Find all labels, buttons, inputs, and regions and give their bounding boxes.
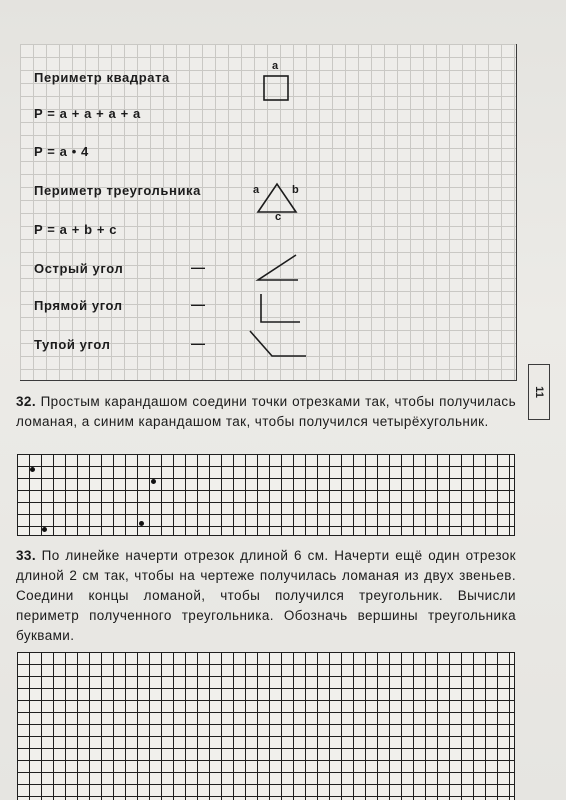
task-32-grid[interactable]	[17, 454, 515, 536]
right-angle-label: Прямой угол	[34, 298, 123, 313]
square-side-label: a	[272, 60, 279, 72]
square-perimeter-title: Периметр квадрата	[34, 70, 170, 85]
grid-point-4[interactable]	[42, 527, 47, 532]
acute-angle-label: Острый угол	[34, 261, 124, 276]
square-formula-product: P = a • 4	[34, 144, 89, 159]
grid-point-3[interactable]	[139, 521, 144, 526]
triangle-label-b: b	[292, 184, 299, 196]
triangle-label-c: c	[275, 211, 282, 223]
task-32-number: 32.	[16, 394, 36, 409]
square-icon	[262, 74, 292, 104]
page-number-tab	[528, 364, 550, 420]
task-33-grid[interactable]	[17, 652, 515, 800]
right-angle-icon	[256, 292, 304, 326]
task-32-body: Простым карандашом соедини точки отрезками так, чтобы получилась ломаная, а синим карандашом так, чтобы получился четырёхугольник.	[16, 394, 516, 429]
triangle-perimeter-title: Периметр треугольника	[34, 183, 201, 198]
obtuse-angle-dash: —	[191, 335, 205, 351]
task-33-text	[16, 546, 516, 646]
triangle-formula: P = a + b + c	[34, 222, 118, 237]
grid-point-1[interactable]	[30, 467, 35, 472]
acute-angle-dash: —	[191, 259, 205, 275]
grid-point-2[interactable]	[151, 479, 156, 484]
page-number: 11	[533, 386, 545, 398]
task-33-number: 33.	[16, 548, 36, 563]
task-32-text	[16, 392, 516, 432]
obtuse-angle-icon	[246, 328, 310, 362]
task-33-body: По линейке начерти отрезок длиной 6 см. Начерти ещё один отрезок длиной 2 см так, чтобы на чертеже получилась ломаная из двух звеньев. Соедини концы ломаной, чтобы получился треугольник. Вычисли периметр полученного треугольника. Обозначь вершины треугольника буквами.	[16, 548, 516, 643]
square-formula-sum: P = a + a + a + a	[34, 106, 141, 121]
obtuse-angle-label: Тупой угол	[34, 337, 111, 352]
right-angle-dash: —	[191, 296, 205, 312]
triangle-label-a: a	[253, 184, 260, 196]
acute-angle-icon	[252, 252, 302, 284]
